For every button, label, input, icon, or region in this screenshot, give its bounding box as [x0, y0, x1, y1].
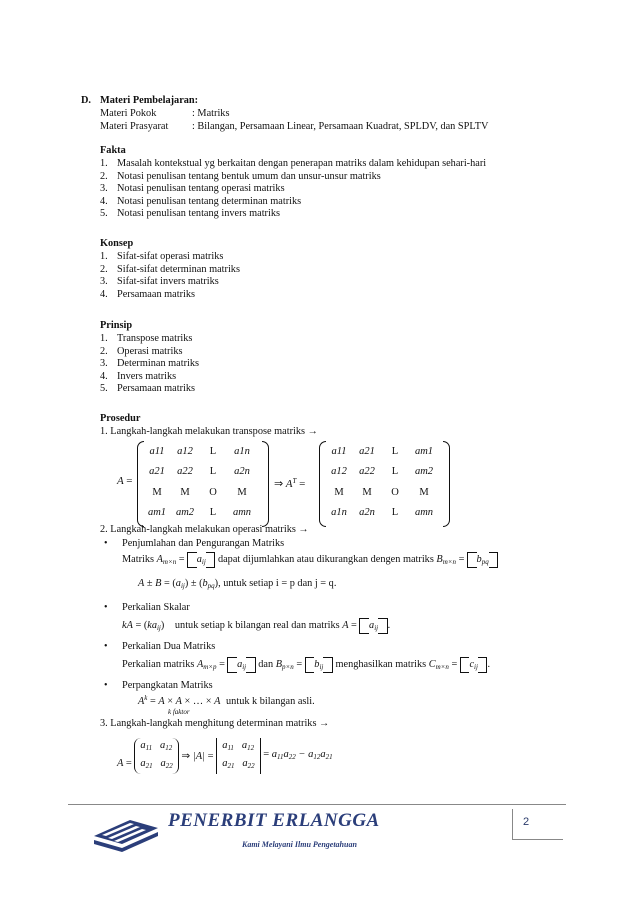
- prinsip-list: [100, 332, 199, 395]
- matrix-cell: a22: [359, 466, 375, 478]
- matrix-cell: am1: [414, 445, 434, 457]
- matrix-cell: a12: [177, 445, 193, 457]
- skalar-line-1: kA = $(ka_{ij})$ untuk setiap k bilangan real dan matriks $A = a_{ij}$ .: [122, 620, 391, 632]
- list-item: 3. Determinan matriks: [100, 358, 200, 370]
- matrix-cell: L: [391, 445, 399, 457]
- fakta-heading: Fakta: [100, 145, 126, 156]
- matrix-cell: L: [209, 466, 217, 478]
- prosedur-step-3: 3. Langkah-langkah menghitung determinan matriks →: [100, 718, 330, 729]
- list-item: 5. Persamaan matriks: [100, 383, 196, 395]
- publisher-tagline: Kami Melayani Ilmu Pengetahuan: [242, 840, 357, 849]
- matrix-cell: a21: [149, 466, 165, 478]
- matrix-cell: amn: [414, 507, 434, 519]
- bullet-title-perpangkatan: Perpangkatan Matriks: [122, 680, 213, 691]
- list-item: 4. Notasi penulisan tentang determinan matriks: [100, 195, 302, 207]
- list-item: 2. Sifat-sifat determinan matriks: [100, 263, 240, 275]
- meta-label: Materi Pokok: [100, 108, 157, 119]
- matrix-cell: M: [419, 486, 429, 498]
- perpangkatan-faktor: k faktor: [168, 708, 190, 716]
- konsep-list: [100, 250, 240, 300]
- bullet-dot: •: [104, 680, 108, 691]
- matrix-cell: a11: [331, 445, 347, 457]
- list-item: 3. Notasi penulisan tentang operasi matriks: [100, 183, 285, 195]
- prosedur-heading: Prosedur: [100, 413, 141, 424]
- matrix-cell: L: [209, 445, 217, 457]
- fakta-list: [100, 157, 486, 220]
- matrix-cell: am2: [414, 466, 434, 478]
- matrix-cell: M: [152, 486, 162, 498]
- matrix-cell: a12: [331, 466, 347, 478]
- book-stack-icon: [90, 810, 162, 854]
- meta-row-prasyarat: [100, 120, 488, 133]
- list-item: 1. Sifat-sifat operasi matriks: [100, 251, 224, 262]
- penjumlahan-line-1: Matriks $A_{m\times n} = a_{ij}$ dapat dijumlahkan atau dikurangkan dengen matriks $B_{m\times n} = b_{pq}$: [122, 552, 498, 569]
- list-item: 3. Sifat-sifat invers matriks: [100, 276, 219, 288]
- matrix-cell: am2: [175, 507, 195, 519]
- footer-divider: [68, 804, 566, 805]
- page-number: 2: [523, 816, 530, 828]
- bullet-dot: •: [104, 602, 108, 613]
- matrix-cell: a11: [149, 445, 165, 457]
- matrix-cell: a21: [359, 445, 375, 457]
- list-item: 4. Persamaan matriks: [100, 288, 196, 300]
- matrix-a-label: A =: [117, 475, 133, 487]
- meta-value: : Bilangan, Persamaan Linear, Persamaan Kuadrat, SPLDV, dan SPLTV: [192, 121, 489, 132]
- matrix-cell: a1n: [331, 507, 347, 519]
- konsep-heading: Konsep: [100, 238, 134, 249]
- matrix-cell: M: [362, 486, 372, 498]
- meta-value: : Matriks: [192, 108, 230, 119]
- matrix-cell: a1n: [234, 445, 250, 457]
- matrix-cell: O: [209, 486, 217, 498]
- matrix-cell: amn: [232, 507, 252, 519]
- section-title: Materi Pembelajaran:: [100, 95, 199, 106]
- matrix-a: [143, 441, 257, 523]
- bullet-dot: •: [104, 641, 108, 652]
- matrix-cell: L: [391, 507, 399, 519]
- prosedur-step-2: 2. Langkah-langkah melakukan operasi matriks →: [100, 524, 309, 535]
- matrix-cell: a2n: [359, 507, 375, 519]
- perpangkatan-line-1: $A^k = A \times A$ × … × A untuk k bilangan asli.: [138, 694, 315, 707]
- transpose-arrow: ⇒ $A^T$ =: [274, 477, 306, 490]
- list-item: 2. Notasi penulisan tentang bentuk umum dan unsur-unsur matriks: [100, 170, 381, 182]
- prinsip-heading: Prinsip: [100, 320, 133, 331]
- matrix-cell: am1: [147, 507, 167, 519]
- list-item: 1. Transpose matriks: [100, 333, 193, 344]
- list-item: 5. Notasi penulisan tentang invers matriks: [100, 208, 281, 220]
- publisher-name: PENERBIT ERLANGGA: [168, 810, 380, 831]
- determinant-equation: $A = a_{11}$ $a_{12}$ $a_{21}$ $a_{22}$ ⇒ $|A| = a_{11}$ $a_{12}$ $a_{21}$ $a_{22} = a_{11}a_{22} - a_{12}a_{21}$: [117, 738, 333, 774]
- bullet-title-perkalian-dua: Perkalian Dua Matriks: [122, 641, 216, 652]
- matrix-cell: O: [391, 486, 399, 498]
- matrix-cell: L: [391, 466, 399, 478]
- perkalian-dua-line-1: Perkalian matriks $A_{m\times p} = a_{ij}$ dan $B_{p\times n} = b_{ij}$ menghasilkan matriks $C_{m\times n} = c_{ij}$ .: [122, 659, 491, 671]
- meta-row-pokok: [100, 107, 229, 120]
- matrix-cell: M: [334, 486, 344, 498]
- matrix-at-right-paren: [443, 441, 450, 527]
- matrix-cell: M: [180, 486, 190, 498]
- prosedur-step-1: 1. Langkah-langkah melakukan transpose matriks →: [100, 426, 318, 437]
- meta-label: Materi Prasyarat: [100, 121, 169, 132]
- matrix-cell: L: [209, 507, 217, 519]
- list-item: 1. Masalah kontekstual yg berkaitan dengan penerapan matriks dalam kehidupan sehari-hari: [100, 158, 487, 169]
- bullet-title-skalar: Perkalian Skalar: [122, 602, 190, 613]
- matrix-at: [325, 441, 439, 523]
- matrix-a-right-paren: [262, 441, 269, 527]
- penjumlahan-line-2: $A \pm B = (a_{ij}) \pm (b_{pq})$, untuk setiap i = p dan j = q.: [138, 578, 337, 590]
- matrix-cell: M: [237, 486, 247, 498]
- matrix-cell: a2n: [234, 466, 250, 478]
- bullet-dot: •: [104, 538, 108, 549]
- page-number-box: [512, 809, 563, 840]
- matrix-cell: a22: [177, 466, 193, 478]
- section-letter: D.: [81, 95, 92, 106]
- publisher-logo: [90, 810, 420, 854]
- list-item: 2. Operasi matriks: [100, 345, 183, 357]
- bullet-title-penjumlahan: Penjumlahan dan Pengurangan Matriks: [122, 538, 285, 549]
- list-item: 4. Invers matriks: [100, 370, 177, 382]
